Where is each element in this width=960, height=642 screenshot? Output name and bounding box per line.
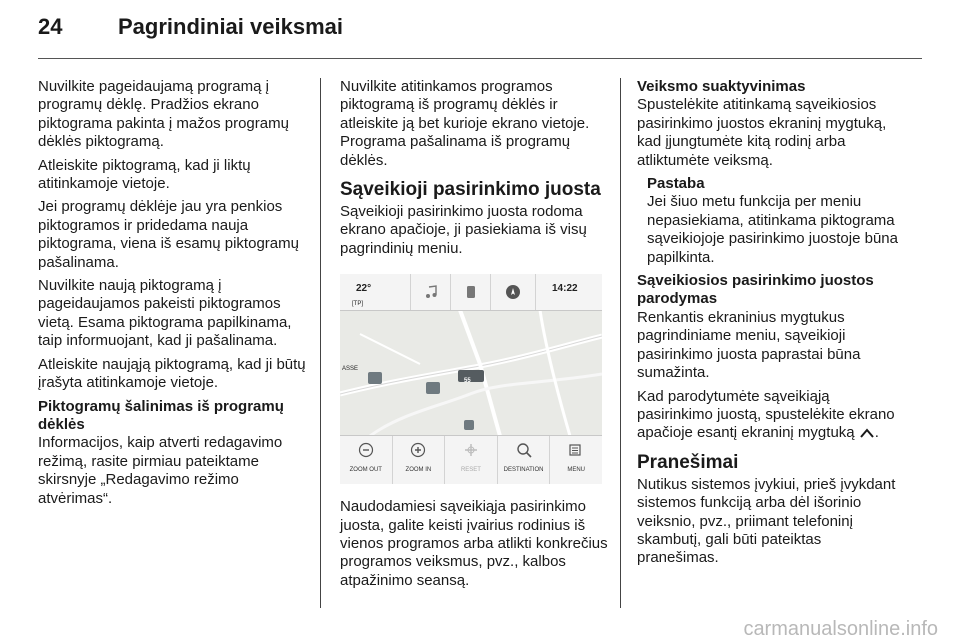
phone-icon [466, 285, 476, 299]
section-heading: Pranešimai [637, 451, 739, 473]
column-1 [38, 78, 310, 513]
zoom-in-button[interactable] [393, 436, 446, 484]
paragraph-text: Kad parodytumėte sąveikiąją pasirinkimo juostą, spustelėkite ekrano apačioje esantį ekraninį mygtuką [637, 387, 895, 442]
section-heading: Sąveikioji pasirinkimo juosta [340, 179, 601, 201]
temperature-readout: 22° [356, 283, 372, 295]
footer-watermark: carmanualsonline.info [743, 618, 938, 640]
button-label: ZOOM OUT [349, 467, 382, 474]
column-divider [320, 78, 321, 608]
column-3 [637, 78, 905, 573]
navigation-tab[interactable] [490, 274, 536, 310]
section-heading: Veiksmo suaktyvinimas [637, 78, 806, 95]
menu-icon [568, 442, 584, 458]
road-label: 55 [464, 378, 471, 385]
paragraph: Nuvilkite naują piktogramą į pageidaujamos pakeisti piktogramos vietą. Esama piktograma papilkinama, taip informuojant, kad ji pašalinama. [38, 277, 292, 350]
zoom-out-button[interactable] [340, 436, 393, 484]
paragraph: Jei programų dėklėje jau yra penkios piktogramos ir pridedama nauja piktograma, viena iš esamų piktogramų pašalinama. [38, 198, 299, 271]
paragraph: Atleiskite piktogramą, kad ji liktų atitinkamoje vietoje. [38, 156, 251, 193]
button-label: RESET [460, 467, 481, 474]
paragraph: Renkantis ekraninius mygtukus pagrindiniame meniu, sąveikioji pasirinkimo juosta paprastai būna sumažinta. [637, 308, 861, 382]
reset-button[interactable] [445, 436, 498, 484]
paragraph-end: . [874, 424, 879, 442]
zoom-out-icon [358, 442, 374, 458]
note-block [647, 175, 905, 267]
destination-button[interactable] [498, 436, 551, 484]
paragraph [637, 388, 905, 443]
music-tab[interactable] [410, 274, 451, 310]
section-heading: Sąveikiosios pasirinkimo juostos parodymas [637, 272, 874, 308]
section-heading: Piktogramų šalinimas iš programų dėklės [38, 397, 284, 433]
paragraph: Spustelėkite atitinkamą sąveikiosios pasirinkimo juostos ekraninį mygtuką, kad įjungtumėte kitą rodinį arba atliktumėte veiksmą. [637, 96, 887, 169]
paragraph: Naudodamiesi sąveikiąja pasirinkimo juosta, galite keisti įvairius rodinius iš vienos programos arba atlikti konkrečius programos veiksmus, pvz., kalbos atpažinimo seansą. [340, 498, 608, 589]
clock-readout: 14:22 [552, 283, 578, 295]
place-label: ASSE [342, 366, 359, 373]
column-2 [340, 78, 608, 595]
phone-tab[interactable] [450, 274, 491, 310]
header-rule [38, 58, 922, 59]
reset-icon [463, 442, 479, 458]
column-divider [620, 78, 621, 608]
page-number: 24 [38, 14, 63, 39]
paragraph: Nutikus sistemos įvykiui, prieš įvykdant sistemos funkciją arba dėl išorinio veiksnio, pvz., priimant telefoninį skambutį, gali būti pateiktas pranešimas. [637, 475, 896, 567]
zoom-in-icon [410, 442, 426, 458]
chevron-up-icon [859, 427, 875, 439]
navigation-screen-image [340, 274, 602, 484]
note-text: Jei šiuo metu funkcija per meniu nepasiekiama, atitinkama piktograma sąveikiojoje pasirinkimo juostoje būna papilkinta. [647, 193, 898, 266]
paragraph: Informacijos, kaip atverti redagavimo režimą, rasite pirmiau pateiktame skirsnyje „Redagavimo režimo atvėrimas“. [38, 434, 283, 507]
page-header [38, 14, 343, 50]
page-title: Pagrindiniai veiksmai [118, 14, 343, 39]
button-label: ZOOM IN [405, 467, 432, 474]
interaction-selector-bar [340, 435, 602, 484]
button-label: DESTINATION [503, 467, 544, 474]
navigation-icon [505, 284, 521, 300]
paragraph: Nuvilkite pageidaujamą programą į programų dėklę. Pradžios ekrano piktograma pakinta į mažos programų dėklės piktogramą. [38, 78, 289, 151]
music-icon [424, 285, 438, 299]
screen-status-bar [340, 274, 602, 311]
menu-button[interactable] [550, 436, 602, 484]
paragraph: Nuvilkite atitinkamos programos piktogramą iš programų dėklės ir atleiskite ją bet kurioje ekrano vietoje. Programa pašalinama iš programų dėklės. [340, 78, 590, 169]
paragraph: Sąveikioji pasirinkimo juosta rodoma ekrano apačioje, ji pasiekiama iš visų pagrindinių meniu. [340, 203, 587, 257]
destination-search-icon [516, 442, 532, 458]
button-label: MENU [567, 467, 585, 474]
note-title: Pastaba [647, 175, 705, 193]
tp-indicator: [TP] [352, 301, 364, 308]
paragraph: Atleiskite naująją piktogramą, kad ji būtų įrašyta atitinkamoje vietoje. [38, 355, 306, 392]
